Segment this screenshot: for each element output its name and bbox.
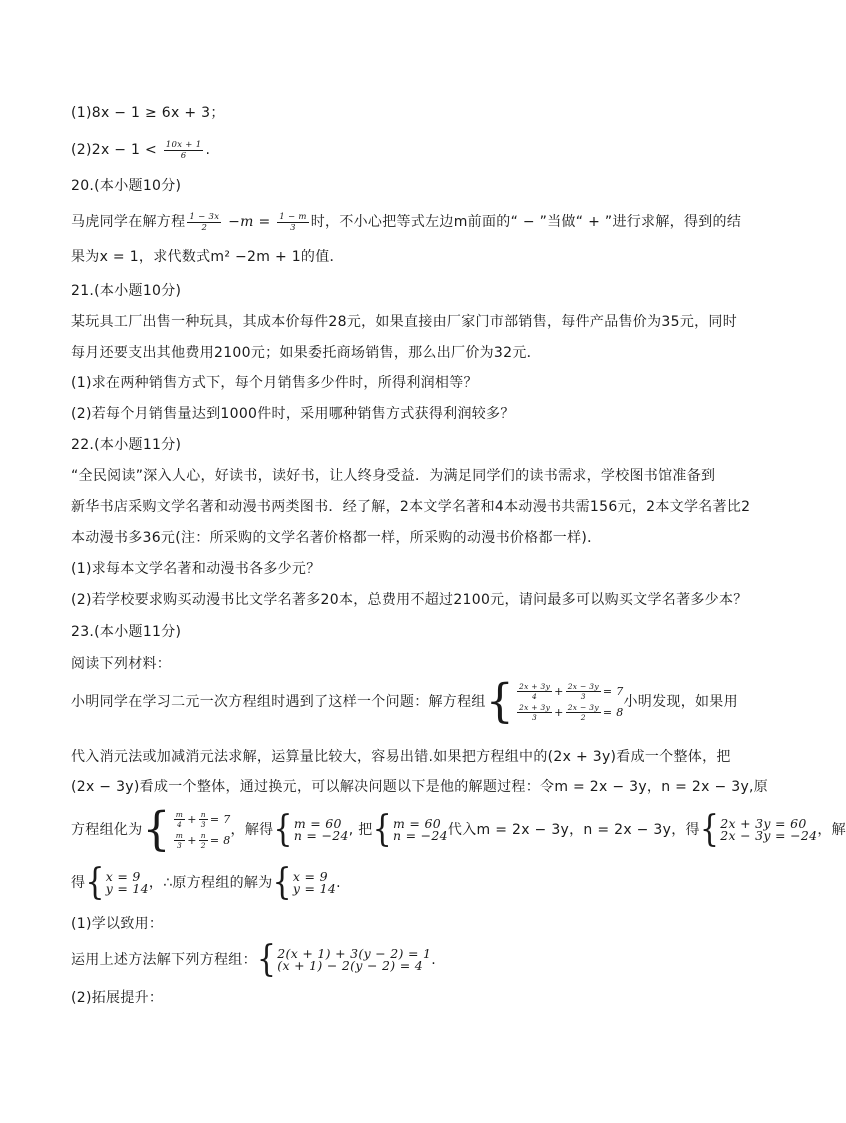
fraction-denominator: 3 — [532, 713, 538, 722]
system-row: 2x − 3y = −24 — [720, 828, 818, 843]
q23-heading: 23.(本小题11分) — [71, 624, 182, 640]
equation-system-1 — [485, 674, 624, 729]
q22-part2: (2)若学校要求购买动漫书比文学名著多20本，总费用不超过2100元，请问最多可以购买文学名著多少本？ — [71, 592, 748, 608]
fraction-denominator: 6 — [180, 150, 187, 161]
fraction-denominator: 2 — [200, 841, 206, 850]
system-row: x = 9 — [292, 869, 328, 884]
q23-p4-c: , 把 — [348, 822, 373, 838]
q23-p5-c: . — [336, 875, 341, 891]
system-row: m = 60 — [293, 816, 342, 831]
q23-p6-b: . — [431, 952, 437, 968]
q19-part1-text: (1)8x − 1 ≥ 6x + 3； — [71, 105, 225, 121]
fraction-numerator: 2x + 3y — [519, 682, 551, 691]
q23-p4-b: ，解得 — [230, 822, 274, 838]
q21-line1: 某玩具工厂出售一种玩具，其成本价每件28元，如果直接由厂家门市部销售，每件产品售价为35元，同时 — [71, 314, 738, 330]
equation-system-6 — [85, 861, 149, 904]
operator: + — [554, 685, 564, 698]
system-row: 2x + 3y = 60 — [720, 816, 807, 831]
fraction-numerator: m — [175, 810, 184, 819]
equation-system-7 — [272, 861, 337, 904]
fraction-numerator: m — [175, 831, 184, 840]
q23-paragraph-1 — [71, 674, 754, 729]
operator: + — [187, 834, 197, 847]
q23-paragraph-6 — [71, 938, 754, 981]
q23-paragraph-2: 代入消元法或加减消元法求解，运算量比较大，容易出错.如果把方程组中的(2x + 3y)看成一个整体，把 — [71, 749, 731, 765]
system-row: (x + 1) − 2(y − 2) = 4 — [277, 958, 424, 973]
left-brace-icon: { — [142, 802, 171, 857]
q19-part2 — [71, 138, 754, 162]
q23-part2: (2)拓展提升： — [71, 990, 164, 1006]
equation-system-5 — [699, 808, 818, 851]
q20-fraction-2 — [277, 212, 309, 233]
left-brace-icon: { — [256, 938, 277, 981]
q23-p1-b: 小明发现，如果用 — [623, 694, 738, 710]
q19-part1 — [71, 103, 754, 123]
system-row — [172, 809, 231, 830]
equation-rhs: = 7 — [602, 685, 624, 698]
q20-line1-mid: −m = — [223, 214, 276, 230]
q22-line1: “全民阅读”深入人心，好读书，读好书，让人终身受益．为满足同学们的读书需求，学校图书馆准备到 — [71, 468, 716, 484]
q23-p1-a: 小明同学在学习二元一次方程组时遇到了这样一个问题：解方程组 — [71, 694, 486, 710]
q23-p4-e: ，解 — [817, 822, 846, 838]
fraction-numerator: 2x − 3y — [567, 703, 599, 712]
system-row — [515, 702, 624, 723]
q23-p4-a: 方程组化为 — [71, 822, 143, 838]
q20-line1 — [71, 210, 754, 234]
equation-rhs: = 7 — [209, 813, 231, 826]
fraction-numerator: n — [200, 831, 206, 840]
q22-heading: 22.(本小题11分) — [71, 437, 182, 453]
system-row: y = 14 — [105, 881, 149, 896]
left-brace-icon: { — [372, 808, 392, 851]
q19-part2-fraction — [164, 140, 204, 161]
system-row — [515, 681, 624, 702]
q19-part2-suffix: . — [205, 142, 211, 158]
system-row: n = −24 — [392, 828, 448, 843]
system-row: n = −24 — [293, 828, 349, 843]
equation-rhs: = 8 — [602, 706, 624, 719]
q22-line3: 本动漫书多36元(注：所采购的文学名著价格都一样，所采购的动漫书价格都一样)． — [71, 530, 602, 546]
fraction-numerator: 2x − 3y — [567, 682, 599, 691]
fraction-numerator: n — [200, 810, 206, 819]
q23-p5-b: ，∴原方程组的解为 — [148, 875, 273, 891]
q20-fraction-1 — [187, 212, 221, 233]
system-row — [172, 830, 231, 851]
system-row: 2(x + 1) + 3(y − 2) = 1 — [277, 946, 432, 961]
equation-system-2 — [142, 802, 231, 857]
fraction-denominator: 3 — [200, 820, 206, 829]
q21-heading: 21.(本小题10分) — [71, 283, 182, 299]
left-brace-icon: { — [485, 674, 514, 729]
q22-line2: 新华书店采购文学名著和动漫书两类图书．经了解，2本文学名著和4本动漫书共需156元，2本文学名著比2 — [71, 499, 751, 515]
q23-p6-a: 运用上述方法解下列方程组： — [71, 952, 257, 968]
q23-paragraph-3: (2x − 3y)看成一个整体，通过换元，可以解决问题以下是他的解题过程：令m = 2x − 3y，n = 2x − 3y,原 — [71, 779, 769, 795]
q22-part1: (1)求每本文学名著和动漫书各多少元？ — [71, 561, 321, 577]
operator: + — [554, 706, 564, 719]
q23-paragraph-5 — [71, 861, 754, 904]
q20-line1-a: 马虎同学在解方程 — [71, 214, 186, 230]
q20-heading: 20.(本小题10分) — [71, 178, 182, 194]
fraction-numerator: 1 − 3x — [189, 211, 220, 222]
fraction-denominator: 2 — [201, 222, 208, 233]
fraction-numerator: 10x + 1 — [165, 139, 202, 150]
q23-p4-d: 代入m = 2x − 3y，n = 2x − 3y，得 — [447, 822, 700, 838]
left-brace-icon: { — [699, 808, 720, 851]
fraction-numerator: 1 − m — [279, 211, 307, 222]
equation-rhs: = 8 — [209, 834, 231, 847]
system-row: y = 14 — [292, 881, 337, 896]
fraction-denominator: 3 — [580, 692, 586, 701]
q20-line2: 果为x = 1，求代数式m² −2m + 1的值． — [71, 249, 344, 265]
system-row: x = 9 — [105, 869, 141, 884]
q23-part1: (1)学以致用： — [71, 916, 164, 932]
q23-paragraph-4 — [71, 802, 846, 857]
fraction-denominator: 3 — [176, 841, 183, 850]
fraction-numerator: 2x + 3y — [519, 703, 551, 712]
fraction-denominator: 2 — [580, 713, 586, 722]
left-brace-icon: { — [273, 808, 293, 851]
q21-part1: (1)求在两种销售方式下，每个月销售多少件时，所得利润相等？ — [71, 375, 478, 391]
q21-part2: (2)若每个月销售量达到1000件时，采用哪种销售方式获得利润较多？ — [71, 406, 515, 422]
q23-p5-a: 得 — [71, 875, 86, 891]
equation-system-8 — [256, 938, 432, 981]
q21-line2: 每月还要支出其他费用2100元；如果委托商场销售，那么出厂价为32元． — [71, 345, 541, 361]
equation-system-4 — [372, 808, 448, 851]
left-brace-icon: { — [85, 861, 105, 904]
left-brace-icon: { — [272, 861, 292, 904]
system-row: m = 60 — [392, 816, 441, 831]
q20-line1-b: 时，不小心把等式左边m前面的“ − ”当做“ + ”进行求解，得到的结 — [310, 214, 742, 230]
operator: + — [187, 813, 197, 826]
fraction-denominator: 3 — [290, 222, 296, 233]
q19-part2-prefix: (2)2x − 1 < — [71, 142, 162, 158]
fraction-denominator: 4 — [532, 692, 538, 701]
fraction-denominator: 4 — [176, 820, 183, 829]
equation-system-3 — [273, 808, 349, 851]
q23-intro: 阅读下列材料： — [71, 656, 172, 672]
